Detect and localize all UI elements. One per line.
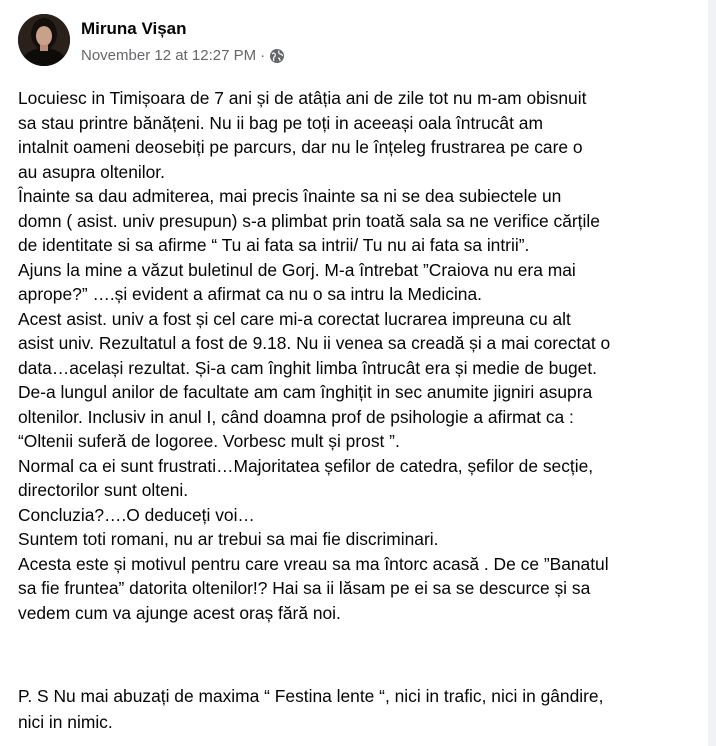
post-meta xyxy=(81,47,285,64)
avatar[interactable] xyxy=(18,14,70,66)
post-line: oltenilor. Inclusiv in anul I, când doamna prof de psihologie a afirmat ca : xyxy=(18,406,574,427)
feed-background-edge xyxy=(708,0,716,746)
post-line: aprope?” ….și evident a afirmat ca nu o sa intru la Medicina. xyxy=(18,284,482,304)
post-timestamp[interactable]: November 12 at 12:27 PM xyxy=(81,47,257,64)
post-line: vedem cum va ajunge acest oraș fără noi. xyxy=(18,602,341,623)
post-line: directorilor sunt olteni. xyxy=(18,480,189,500)
post-line: Normal ca ei sunt frustrati…Majoritatea șefilor de catedra, șefilor de secție, xyxy=(18,455,594,476)
post-line: “Oltenii suferă de logoree. Vorbesc mult și prost ”. xyxy=(18,431,400,451)
post-body xyxy=(18,86,702,625)
post-line: domn ( asist. univ presupun) s-a plimbat prin toată sala sa ne verifice cărțile xyxy=(18,210,600,231)
post-line: Ajuns la mine a văzut buletinul de Gorj. M-a întrebat ”Craiova nu era mai xyxy=(18,259,576,280)
post-line: Suntem toti romani, nu ar trebui sa mai fie discriminari. xyxy=(18,529,439,549)
globe-icon[interactable] xyxy=(269,48,285,64)
post-line: Acest asist. univ a fost și cel care mi-a corectat lucrarea impreuna cu alt xyxy=(18,308,571,329)
post-line: P. S Nu mai abuzați de maxima “ Festina lente “, nici in trafic, nici in gândire, xyxy=(18,686,604,706)
post-line: de identitate si sa afirme “ Tu ai fata sa intrii/ Tu nu ai fata sa intrii”. xyxy=(18,235,530,255)
author-name[interactable]: Miruna Vișan xyxy=(81,19,187,38)
post-line: asist univ. Rezultatul a fost de 9.18. Nu ii venea sa creadă și a mai corectat o xyxy=(18,333,611,353)
post-line: Acesta este și motivul pentru care vreau sa ma întorc acasă . De ce ”Banatul xyxy=(18,553,609,574)
post-line: Locuiesc in Timișoara de 7 ani și de atâția ani de zile tot nu m-am obisnuit xyxy=(18,88,587,108)
meta-separator: · xyxy=(260,47,266,64)
post-line: data…același rezultat. Și-a cam înghit limba întrucât era și medie de buget. xyxy=(18,357,598,378)
post-line: au asupra oltenilor. xyxy=(18,161,165,182)
post-line: intalnit oameni deosebiți pe parcurs, dar nu le înțeleg frustrarea pe care o xyxy=(18,137,583,157)
post-line: Concluzia?….O deduceți voi… xyxy=(18,504,255,525)
post-line: nici in nimic. xyxy=(18,712,113,732)
post-line: De-a lungul anilor de facultate am cam înghițit in sec anumite jigniri asupra xyxy=(18,382,593,402)
post-line: Înainte sa dau admiterea, mai precis înainte sa ni se dea subiectele un xyxy=(18,186,562,206)
avatar-image xyxy=(18,14,70,66)
post-postscript xyxy=(18,683,702,735)
post-line: sa fie fruntea” datorita oltenilor!? Hai sa ii lăsam pe ei sa se descurce și sa xyxy=(18,578,591,598)
post-line: sa stau printre bănățeni. Nu ii bag pe toți in aceeași oala întrucât am xyxy=(18,112,543,133)
